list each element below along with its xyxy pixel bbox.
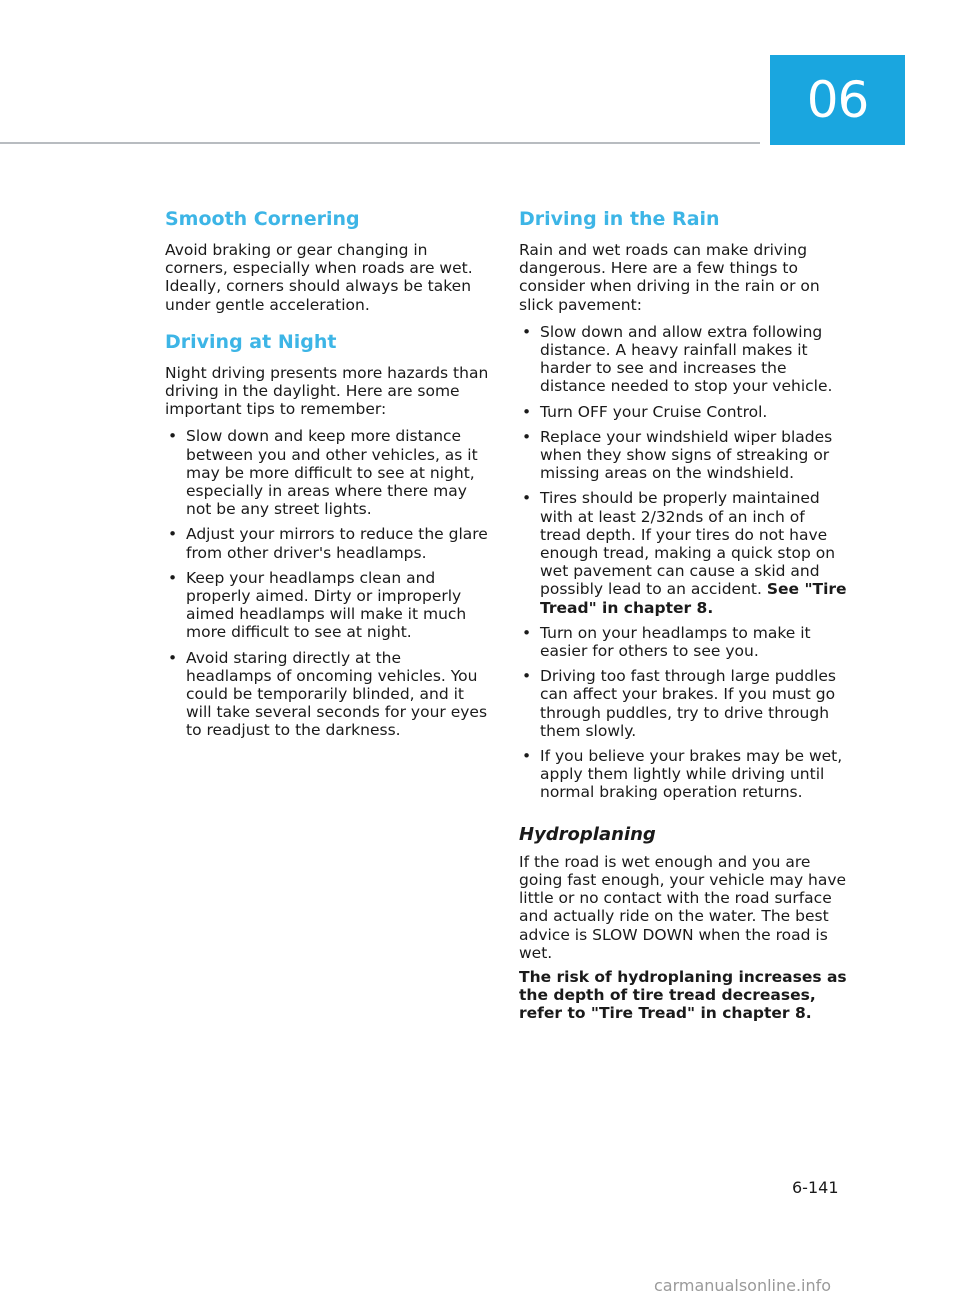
watermark: carmanualsonline.info — [654, 1276, 832, 1295]
bullet-icon: • — [522, 623, 532, 642]
bullet-icon: • — [168, 568, 178, 587]
tire-tread-reference: See "Tire Tread" in chapter 8. — [540, 580, 847, 617]
rain-tips-list — [519, 323, 849, 802]
right-column — [519, 205, 849, 1023]
header-rule — [0, 142, 760, 144]
list-item: • Turn OFF your Cruise Control. — [522, 402, 768, 421]
list-item: • Slow down and allow extra following distance. A heavy rainfall makes it harder to see and increases the distance needed to stop your vehicle. — [522, 322, 833, 396]
chapter-tab — [770, 55, 905, 145]
hydroplaning-body: If the road is wet enough and you are going fast enough, your vehicle may have little or no contact with the road surface and actually ride on the water. The best advice is SLOW DOWN when the road is wet. — [519, 852, 847, 962]
left-column — [165, 205, 490, 747]
driving-at-night-heading: Driving at Night — [165, 330, 337, 353]
list-item: • Adjust your mirrors to reduce the glare from other driver's headlamps. — [168, 525, 488, 562]
bullet-icon: • — [168, 525, 178, 544]
hydroplaning-heading: Hydroplaning — [519, 823, 656, 845]
bullet-icon: • — [522, 427, 532, 446]
smooth-cornering-heading: Smooth Cornering — [165, 208, 360, 230]
page-number: 6-141 — [792, 1178, 839, 1197]
bullet-icon: • — [522, 667, 532, 686]
bullet-icon: • — [522, 747, 532, 766]
driving-at-night-intro: Night driving presents more hazards than driving in the daylight. Here are some important tips to remember: — [165, 363, 489, 419]
night-tips-list — [165, 427, 490, 739]
list-item: • Driving too fast through large puddles can affect your brakes. If you must go through puddles, try to drive through them slowly. — [522, 667, 836, 740]
bullet-icon: • — [522, 489, 532, 508]
bullet-icon: • — [168, 648, 178, 667]
list-item: • Keep your headlamps clean and properly aimed. Dirty or improperly aimed headlamps will make it much more difficult to see at night. — [168, 568, 467, 642]
list-item: • Tires should be properly maintained with at least 2/32nds of an inch of tread depth. If your tires do not have enough tread, making a quick stop on wet pavement can cause a skid and possibly lead to an accident. See "Tire Tread" in chapter 8. — [522, 489, 847, 617]
bullet-icon: • — [522, 402, 532, 421]
smooth-cornering-body: Avoid braking or gear changing in corners, especially when roads are wet. Ideally, corners should always be taken under gentle acceleration. — [165, 241, 473, 314]
list-item: • If you believe your brakes may be wet, apply them lightly while driving until normal braking operation returns. — [522, 747, 843, 802]
list-item: • Avoid staring directly at the headlamps of oncoming vehicles. You could be temporarily blinded, and it will take several seconds for your eyes to readjust to the darkness. — [168, 648, 488, 740]
bullet-icon: • — [522, 322, 532, 341]
chapter-number: 06 — [806, 71, 869, 129]
hydroplaning-warning: The risk of hydroplaning increases as the depth of tire tread decreases, refer to "Tire Tread" in chapter 8. — [519, 967, 847, 1023]
driving-in-rain-heading: Driving in the Rain — [519, 208, 720, 230]
list-item: • Replace your windshield wiper blades when they show signs of streaking or missing areas on the windshield. — [522, 427, 833, 483]
list-item: • Turn on your headlamps to make it easier for others to see you. — [522, 623, 811, 661]
list-item: • Slow down and keep more distance between you and other vehicles, as it may be more difficult to see at night, especially in areas where there may not be any street lights. — [168, 427, 478, 519]
bullet-icon: • — [168, 427, 178, 446]
driving-in-rain-intro: Rain and wet roads can make driving dangerous. Here are a few things to consider when driving in the rain or on slick pavement: — [519, 241, 820, 314]
